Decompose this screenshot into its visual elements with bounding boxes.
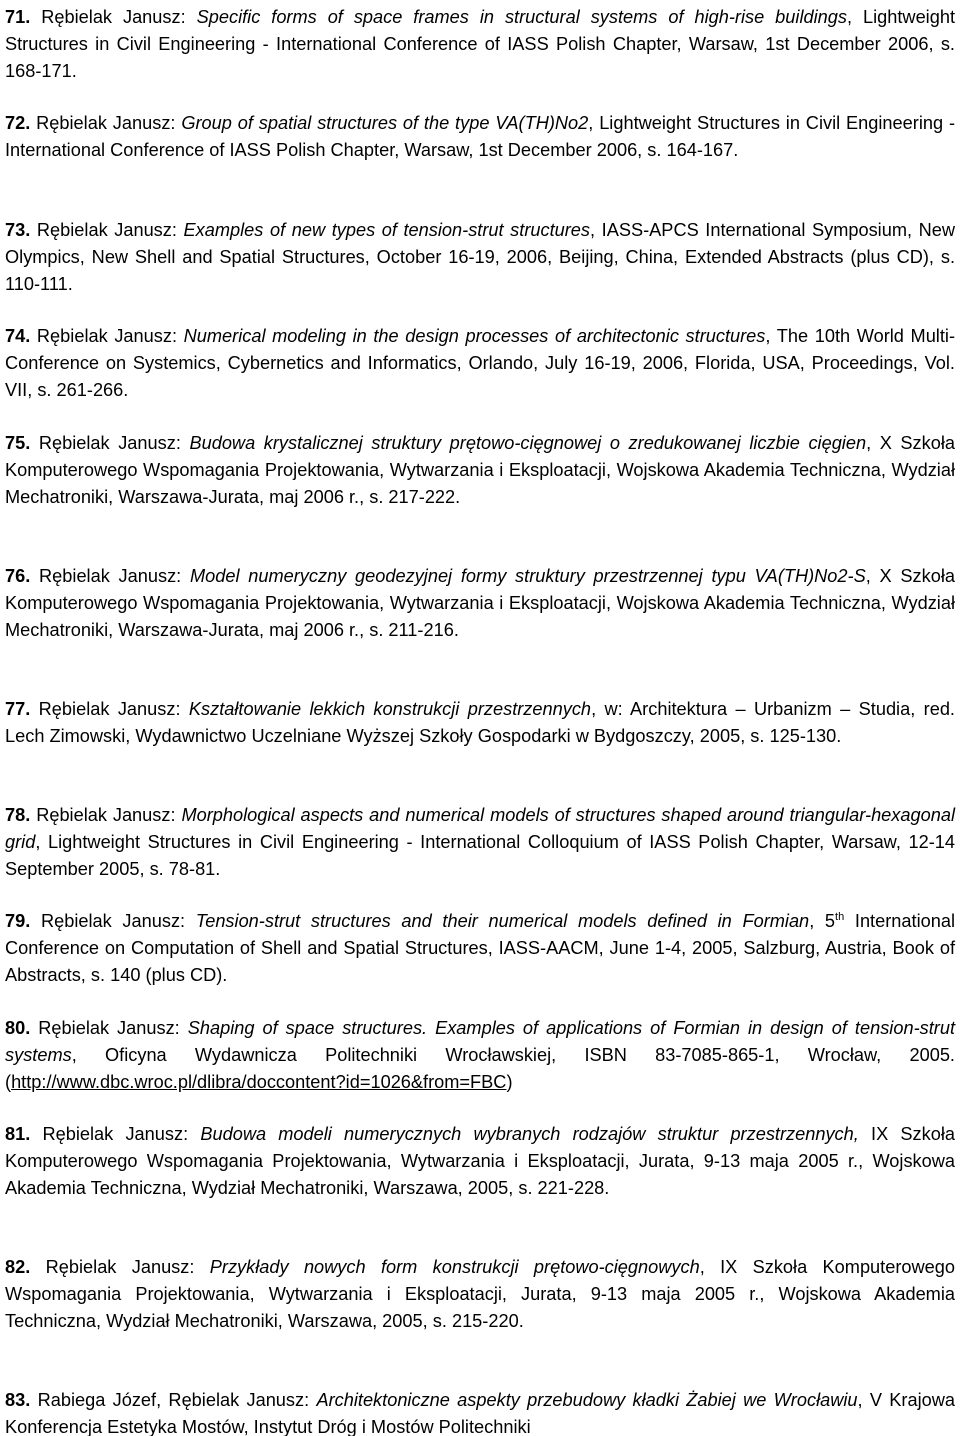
entry-details-tail: ) <box>506 1071 513 1092</box>
entry-title: Budowa modeli numerycznych wybranych rodzajów struktur przestrzennych, <box>200 1124 859 1145</box>
reference-entry-81 <box>5 1121 955 1201</box>
entry-author: Rębielak Janusz: <box>30 326 184 347</box>
entry-number: 71. <box>5 7 31 28</box>
reference-entry-82 <box>5 1254 955 1334</box>
entry-details-lead: , 5 <box>809 911 836 932</box>
entry-details: , X Szkoła Komputerowego Wspomagania Projektowania, Wytwarzania i Eksploatacji, Wojskowa Akademia Techniczna, Wydział Mechatroniki, Warszawa-Jurata, maj 2006 r., s. 211-216. <box>5 566 955 640</box>
entry-author: Rębielak Janusz: <box>30 566 190 587</box>
entry-title: Model numeryczny geodezyjnej formy struktury przestrzennej typu VA(TH)No2-S <box>189 566 866 587</box>
entry-author: Rębielak Janusz: <box>30 113 182 134</box>
reference-entry-77 <box>5 696 955 749</box>
entry-author: Rabiega Józef, Rębielak Janusz: <box>30 1390 317 1411</box>
entry-author: Rębielak Janusz: <box>30 220 184 241</box>
entry-number: 77. <box>5 699 31 720</box>
entry-details: International Conference on Computation of Shell and Spatial Structures, IASS-AACM, June 1-4, 2005, Salzburg, Austria, Book of Abstracts, s. 140 (plus CD). <box>5 911 955 985</box>
entry-author: Rębielak Janusz: <box>30 1018 188 1039</box>
entry-details: , X Szkoła Komputerowego Wspomagania Projektowania, Wytwarzania i Eksploatacji, Wojskowa Akademia Techniczna, Wydział Mechatroniki, Warszawa-Jurata, maj 2006 r., s. 217-222. <box>5 433 955 507</box>
entry-details: , w: Architektura – Urbanizm – Studia, red. Lech Zimowski, Wydawnictwo Uczelniane Wyższej Szkoły Gospodarki w Bydgoszczy, 2005, s. 125-130. <box>5 699 955 746</box>
entry-title: Morphological aspects and numerical models of structures shaped around triangular-hexagonal grid <box>5 805 956 852</box>
entry-author: Rębielak Janusz: <box>30 1124 201 1145</box>
entry-title: Architektoniczne aspekty przebudowy kładki Żabiej we Wrocławiu <box>316 1390 858 1411</box>
entry-author: Rębielak Janusz: <box>30 805 182 826</box>
entry-number: 75. <box>5 433 31 454</box>
dlibra-link[interactable]: http://www.dbc.wroc.pl/dlibra/doccontent?id=1026&from=FBC <box>11 1071 507 1092</box>
entry-number: 78. <box>5 805 31 826</box>
reference-entry-73 <box>5 217 955 297</box>
entry-details: , IASS-APCS International Symposium, New Olympics, New Shell and Spatial Structures, October 16-19, 2006, Beijing, China, Extended Abstracts (plus CD), s. 110-111. <box>5 220 956 294</box>
ordinal-suffix: th <box>835 911 845 924</box>
reference-entry-80 <box>5 1015 955 1095</box>
entry-details: , Lightweight Structures in Civil Engineering - International Colloquium of IASS Polish Chapter, Warsaw, 12-14 September 2005, s. 78-81. <box>5 831 955 879</box>
entry-title: Budowa krystalicznej struktury prętowo-cięgnowej o zredukowanej liczbie cięgien <box>189 433 867 454</box>
entry-author: Rębielak Janusz: <box>30 911 196 932</box>
reference-entry-71 <box>5 4 955 84</box>
entry-number: 82. <box>5 1257 31 1278</box>
entry-author: Rębielak Janusz: <box>30 1257 210 1278</box>
entry-number: 74. <box>5 326 31 347</box>
entry-details: , Lightweight Structures in Civil Engineering - International Conference of IASS Polish Chapter, Warsaw, 1st December 2006, s. 168-171. <box>5 7 956 81</box>
reference-entry-78 <box>5 802 955 882</box>
entry-title: Przykłady nowych form konstrukcji prętowo-cięgnowych <box>209 1257 700 1278</box>
entry-details: , The 10th World Multi-Conference on Systemics, Cybernetics and Informatics, Orlando, July 16-19, 2006, Florida, USA, Proceedings, Vol. VII, s. 261-266. <box>5 326 955 400</box>
entry-details: , Oficyna Wydawnicza Politechniki Wrocławskiej, ISBN 83-7085-865-1, Wrocław, 2005. ( <box>5 1044 955 1092</box>
reference-entry-74 <box>5 323 955 403</box>
reference-entry-75 <box>5 430 955 510</box>
reference-entry-79 <box>5 908 955 988</box>
entry-number: 83. <box>5 1390 31 1411</box>
entry-number: 72. <box>5 113 31 134</box>
entry-number: 80. <box>5 1018 31 1039</box>
entry-author: Rębielak Janusz: <box>30 433 190 454</box>
entry-details: , V Krajowa Konferencja Estetyka Mostów, Instytut Dróg i Mostów Politechniki <box>5 1390 955 1436</box>
entry-author: Rębielak Janusz: <box>30 7 197 28</box>
entry-title: Numerical modeling in the design processes of architectonic structures <box>183 326 766 347</box>
entry-title: Specific forms of space frames in structural systems of high-rise buildings <box>196 7 847 28</box>
entry-details: , Lightweight Structures in Civil Engineering - International Conference of IASS Polish Chapter, Warsaw, 1st December 2006, s. 164-167. <box>5 113 956 160</box>
entry-title: Examples of new types of tension-strut structures <box>183 220 591 241</box>
entry-title: Kształtowanie lekkich konstrukcji przestrzennych <box>188 699 592 720</box>
entry-title: Shaping of space structures. Examples of applications of Formian in design of tension-strut systems <box>5 1018 955 1065</box>
entry-number: 76. <box>5 566 31 587</box>
entry-number: 79. <box>5 911 31 932</box>
entry-details: , IX Szkoła Komputerowego Wspomagania Projektowania, Wytwarzania i Eksploatacji, Jurata, 9-13 maja 2005 r., Wojskowa Akademia Techniczna, Wydział Mechatroniki, Warszawa, 2005, s. 215-220. <box>5 1257 955 1331</box>
reference-entry-76 <box>5 563 955 643</box>
entry-title: Tension-strut structures and their numerical models defined in Formian <box>195 911 810 932</box>
reference-entry-72 <box>5 110 955 163</box>
entry-details: IX Szkoła Komputerowego Wspomagania Projektowania, Wytwarzania i Eksploatacji, Jurata, 9-13 maja 2005 r., Wojskowa Akademia Techniczna, Wydział Mechatroniki, Warszawa, 2005, s. 221-228. <box>5 1124 955 1198</box>
entry-title: Group of spatial structures of the type VA(TH)No2 <box>181 113 589 134</box>
entry-author: Rębielak Janusz: <box>30 699 189 720</box>
entry-number: 81. <box>5 1124 31 1145</box>
reference-entry-83 <box>5 1387 955 1436</box>
entry-number: 73. <box>5 220 31 241</box>
